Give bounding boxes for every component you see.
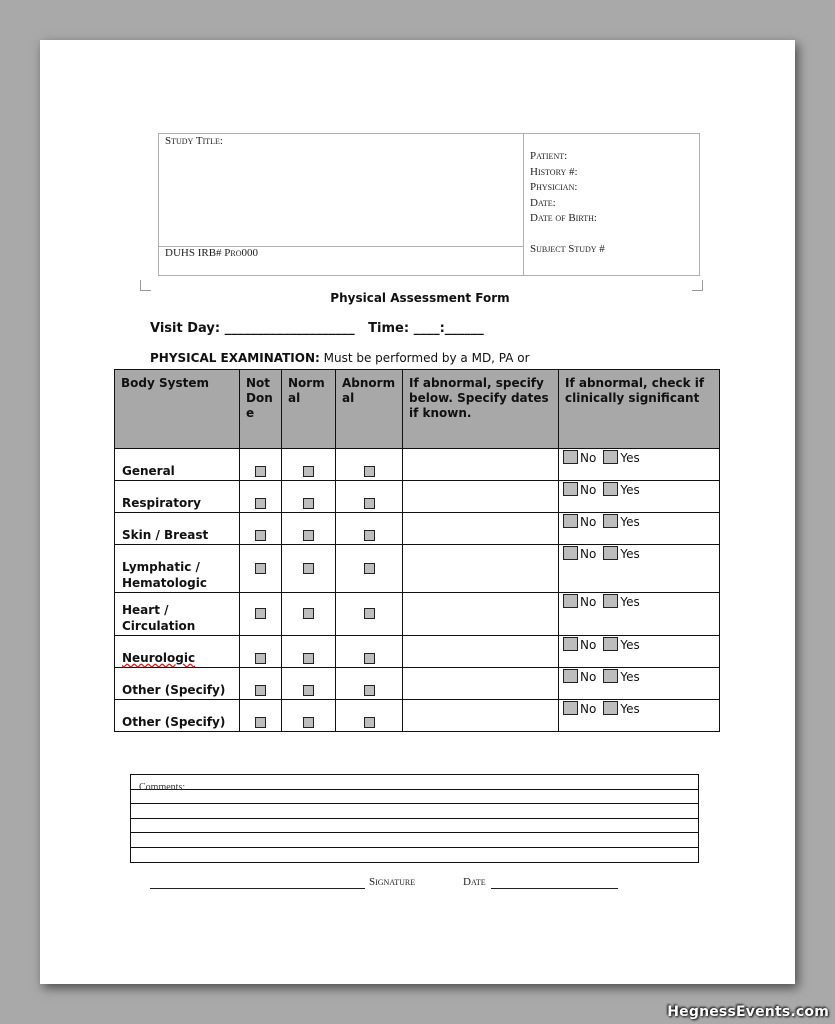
body-system-neurologic: Neurologic — [122, 651, 196, 665]
no-label: No — [580, 515, 597, 529]
yes-checkbox[interactable] — [603, 450, 618, 464]
comments-line — [131, 790, 698, 805]
normal-checkbox[interactable] — [303, 653, 314, 664]
normal-checkbox[interactable] — [303, 717, 314, 728]
yes-label: Yes — [620, 547, 640, 561]
yes-label: Yes — [620, 670, 640, 684]
not-done-checkbox[interactable] — [255, 563, 266, 574]
header-not-done: Not Done — [240, 370, 282, 449]
comments-box[interactable] — [130, 774, 699, 863]
subject-study-label: Subject Study # — [530, 243, 605, 255]
body-system-other-2: Other (Specify) — [115, 700, 240, 732]
body-system-lymphatic-hematologic: Lymphatic / Hematologic — [115, 545, 240, 593]
header-body-system: Body System — [115, 370, 240, 449]
body-system-other-1: Other (Specify) — [115, 668, 240, 700]
header-abnormal: Abnormal — [336, 370, 403, 449]
no-checkbox[interactable] — [563, 546, 578, 560]
no-checkbox[interactable] — [563, 637, 578, 651]
header-abnormal-specify: If abnormal, specify below. Specify dates if known. — [403, 370, 559, 449]
yes-label: Yes — [620, 483, 640, 497]
abnormal-specify-cell[interactable] — [403, 636, 559, 668]
abnormal-checkbox[interactable] — [364, 466, 375, 477]
normal-checkbox[interactable] — [303, 498, 314, 509]
document-page — [40, 40, 795, 984]
body-system-skin-breast: Skin / Breast — [115, 513, 240, 545]
not-done-checkbox[interactable] — [255, 653, 266, 664]
yes-label: Yes — [620, 451, 640, 465]
abnormal-specify-cell[interactable] — [403, 593, 559, 636]
crop-mark-left — [140, 280, 151, 291]
no-checkbox[interactable] — [563, 701, 578, 715]
yes-checkbox[interactable] — [603, 669, 618, 683]
history-label: History #: — [530, 165, 578, 178]
no-label: No — [580, 702, 597, 716]
table-row — [115, 700, 720, 732]
no-checkbox[interactable] — [563, 594, 578, 608]
abnormal-specify-cell[interactable] — [403, 449, 559, 481]
abnormal-checkbox[interactable] — [364, 530, 375, 541]
yes-label: Yes — [620, 515, 640, 529]
not-done-checkbox[interactable] — [255, 685, 266, 696]
abnormal-specify-cell[interactable] — [403, 513, 559, 545]
date-of-birth-label: Date of Birth: — [530, 212, 597, 224]
yes-checkbox[interactable] — [603, 594, 618, 608]
patient-info-fields — [530, 149, 597, 227]
body-system-respiratory: Respiratory — [115, 481, 240, 513]
comments-line — [131, 775, 698, 793]
abnormal-checkbox[interactable] — [364, 563, 375, 574]
physical-examination-line — [150, 351, 530, 365]
no-label: No — [580, 670, 597, 684]
no-checkbox[interactable] — [563, 514, 578, 528]
watermark-text: HegnessEvents.com — [667, 1004, 829, 1020]
abnormal-checkbox[interactable] — [364, 653, 375, 664]
comments-line — [131, 804, 698, 819]
body-system-heart-circulation: Heart / Circulation — [115, 593, 240, 636]
physician-label: Physician: — [530, 181, 578, 193]
table-row — [115, 481, 720, 513]
yes-label: Yes — [620, 595, 640, 609]
table-row — [115, 449, 720, 481]
header-divider-vertical — [523, 133, 524, 276]
no-checkbox[interactable] — [563, 482, 578, 496]
no-label: No — [580, 547, 597, 561]
no-label: No — [580, 595, 597, 609]
yes-checkbox[interactable] — [603, 514, 618, 528]
exam-heading: PHYSICAL EXAMINATION: — [150, 351, 320, 365]
date-label: Date: — [530, 196, 556, 209]
patient-label: Patient: — [530, 150, 568, 162]
comments-label: Comments: — [139, 782, 186, 793]
physical-exam-table — [114, 369, 720, 732]
no-label: No — [580, 483, 597, 497]
abnormal-specify-cell[interactable] — [403, 545, 559, 593]
not-done-checkbox[interactable] — [255, 466, 266, 477]
table-row — [115, 513, 720, 545]
normal-checkbox[interactable] — [303, 685, 314, 696]
abnormal-checkbox[interactable] — [364, 498, 375, 509]
not-done-checkbox[interactable] — [255, 608, 266, 619]
yes-checkbox[interactable] — [603, 701, 618, 715]
table-header-row — [115, 370, 720, 449]
abnormal-checkbox[interactable] — [364, 685, 375, 696]
yes-label: Yes — [620, 638, 640, 652]
no-checkbox[interactable] — [563, 669, 578, 683]
header-clinically-significant: If abnormal, check if clinically significant — [559, 370, 720, 449]
abnormal-specify-cell[interactable] — [403, 668, 559, 700]
normal-checkbox[interactable] — [303, 608, 314, 619]
no-label: No — [580, 638, 597, 652]
comments-line — [131, 833, 698, 848]
table-row — [115, 545, 720, 593]
date-line[interactable] — [491, 888, 618, 889]
comments-line — [131, 848, 698, 863]
study-title-label: Study Title: — [165, 135, 223, 147]
normal-checkbox[interactable] — [303, 563, 314, 574]
form-title: Physical Assessment Form — [330, 291, 510, 305]
abnormal-specify-cell[interactable] — [403, 481, 559, 513]
abnormal-specify-cell[interactable] — [403, 700, 559, 732]
yes-checkbox[interactable] — [603, 637, 618, 651]
signature-line[interactable] — [150, 888, 365, 889]
table-row — [115, 593, 720, 636]
signature-label: Signature — [369, 876, 416, 888]
not-done-checkbox[interactable] — [255, 530, 266, 541]
no-checkbox[interactable] — [563, 450, 578, 464]
visit-day-time-line: Visit Day: ____________________ Time: ____:______ — [150, 321, 484, 336]
normal-checkbox[interactable] — [303, 530, 314, 541]
comments-line — [131, 819, 698, 834]
not-done-checkbox[interactable] — [255, 717, 266, 728]
irb-number-label: DUHS IRB# Pro000 — [165, 247, 259, 259]
not-done-checkbox[interactable] — [255, 498, 266, 509]
exam-note: Must be performed by a MD, PA or — [319, 351, 530, 365]
header-normal: Normal — [282, 370, 336, 449]
normal-checkbox[interactable] — [303, 466, 314, 477]
yes-checkbox[interactable] — [603, 546, 618, 560]
abnormal-checkbox[interactable] — [364, 608, 375, 619]
table-row — [115, 668, 720, 700]
body-system-general: General — [115, 449, 240, 481]
date-field-label: Date — [463, 876, 486, 888]
table-row — [115, 636, 720, 668]
yes-label: Yes — [620, 702, 640, 716]
yes-checkbox[interactable] — [603, 482, 618, 496]
abnormal-checkbox[interactable] — [364, 717, 375, 728]
crop-mark-right — [692, 280, 703, 291]
no-label: No — [580, 451, 597, 465]
